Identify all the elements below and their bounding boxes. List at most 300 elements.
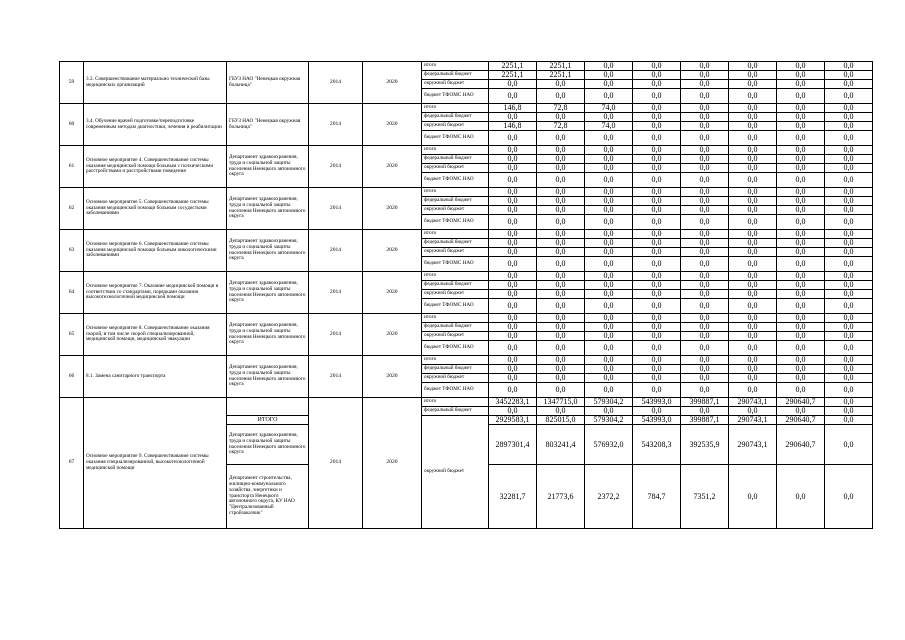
amount-cell: 0,0 xyxy=(777,80,825,89)
funding-source: бюджет ТФОМС НАО xyxy=(422,383,489,398)
amount-cell: 290743,1 xyxy=(729,416,777,425)
row-number: 62 xyxy=(60,188,84,230)
amount-cell: 0,0 xyxy=(681,131,729,146)
amount-cell: 0,0 xyxy=(489,341,537,356)
funding-source: итого xyxy=(422,314,489,323)
executor-name: Департамент здравоохранения, труда и социальной защиты населения Ненецкого автономного округа xyxy=(227,314,309,356)
amount-cell: 0,0 xyxy=(825,131,873,146)
executor-name: Департамент здравоохранения, труда и социальной защиты населения Ненецкого автономного округа xyxy=(227,188,309,230)
amount-cell: 0,0 xyxy=(585,248,633,257)
amount-cell: 74,0 xyxy=(585,122,633,131)
amount-cell: 290640,7 xyxy=(777,416,825,425)
amount-cell: 0,0 xyxy=(489,131,537,146)
funding-source: федеральный бюджет xyxy=(422,113,489,122)
amount-cell: 0,0 xyxy=(729,188,777,197)
amount-cell: 0,0 xyxy=(585,89,633,104)
amount-cell: 72,8 xyxy=(537,122,585,131)
row-number: 66 xyxy=(60,356,84,398)
end-year: 2020 xyxy=(363,356,422,398)
amount-cell: 0,0 xyxy=(825,365,873,374)
amount-cell: 0,0 xyxy=(825,416,873,425)
amount-cell: 784,7 xyxy=(633,465,681,529)
amount-cell: 290640,7 xyxy=(777,425,825,465)
amount-cell: 0,0 xyxy=(825,407,873,416)
amount-cell: 0,0 xyxy=(489,407,537,416)
amount-cell: 0,0 xyxy=(537,290,585,299)
amount-cell: 0,0 xyxy=(729,131,777,146)
end-year: 2020 xyxy=(363,104,422,146)
amount-cell: 576932,0 xyxy=(585,425,633,465)
amount-cell: 0,0 xyxy=(489,257,537,272)
amount-cell: 0,0 xyxy=(729,62,777,71)
amount-cell: 2897301,4 xyxy=(489,425,537,465)
amount-cell: 0,0 xyxy=(681,365,729,374)
amount-cell: 0,0 xyxy=(825,89,873,104)
amount-cell: 0,0 xyxy=(537,374,585,383)
amount-cell: 0,0 xyxy=(537,407,585,416)
amount-cell: 0,0 xyxy=(585,155,633,164)
amount-cell: 0,0 xyxy=(825,341,873,356)
amount-cell: 0,0 xyxy=(825,71,873,80)
amount-cell: 7351,2 xyxy=(681,465,729,529)
amount-cell: 0,0 xyxy=(585,146,633,155)
amount-cell: 0,0 xyxy=(777,62,825,71)
funding-source: бюджет ТФОМС НАО xyxy=(422,299,489,314)
amount-cell: 0,0 xyxy=(777,323,825,332)
amount-cell: 0,0 xyxy=(537,365,585,374)
funding-source: окружной бюджет xyxy=(422,290,489,299)
amount-cell: 0,0 xyxy=(633,374,681,383)
table-row xyxy=(60,104,873,113)
amount-cell: 0,0 xyxy=(537,341,585,356)
executor-name: Департамент здравоохранения, труда и социальной защиты населения Ненецкого автономного округа xyxy=(227,425,309,465)
table-row xyxy=(60,62,873,71)
amount-cell: 0,0 xyxy=(681,215,729,230)
amount-cell: 0,0 xyxy=(681,122,729,131)
amount-cell: 0,0 xyxy=(825,188,873,197)
activity-name: Основное мероприятие 5. Совершенствование системы оказания медицинской помощи больным сосудистыми заболеваниями xyxy=(84,188,227,230)
amount-cell: 0,0 xyxy=(633,197,681,206)
funding-source: федеральный бюджет xyxy=(422,323,489,332)
amount-cell: 0,0 xyxy=(825,173,873,188)
start-year: 2014 xyxy=(309,272,363,314)
amount-cell: 0,0 xyxy=(825,314,873,323)
executor-name: Департамент здравоохранения, труда и социальной защиты населения Ненецкого автономного округа xyxy=(227,356,309,398)
amount-cell: 0,0 xyxy=(633,122,681,131)
amount-cell: 0,0 xyxy=(825,290,873,299)
amount-cell: 0,0 xyxy=(825,155,873,164)
amount-cell: 0,0 xyxy=(729,155,777,164)
amount-cell: 0,0 xyxy=(585,281,633,290)
start-year: 2014 xyxy=(309,398,363,529)
amount-cell: 0,0 xyxy=(537,113,585,122)
amount-cell: 0,0 xyxy=(633,314,681,323)
amount-cell: 0,0 xyxy=(489,281,537,290)
amount-cell: 0,0 xyxy=(633,365,681,374)
amount-cell: 0,0 xyxy=(633,257,681,272)
amount-cell: 0,0 xyxy=(537,257,585,272)
row-number: 61 xyxy=(60,146,84,188)
amount-cell: 0,0 xyxy=(537,248,585,257)
amount-cell: 0,0 xyxy=(825,299,873,314)
amount-cell: 0,0 xyxy=(825,323,873,332)
start-year: 2014 xyxy=(309,62,363,104)
table-row xyxy=(60,230,873,239)
amount-cell: 0,0 xyxy=(729,383,777,398)
amount-cell: 0,0 xyxy=(729,299,777,314)
amount-cell: 0,0 xyxy=(681,155,729,164)
funding-source: окружной бюджет xyxy=(422,206,489,215)
amount-cell: 0,0 xyxy=(633,332,681,341)
amount-cell: 0,0 xyxy=(777,332,825,341)
amount-cell: 0,0 xyxy=(585,164,633,173)
table-row xyxy=(60,356,873,365)
amount-cell: 0,0 xyxy=(585,131,633,146)
table-row xyxy=(60,314,873,323)
funding-source: бюджет ТФОМС НАО xyxy=(422,257,489,272)
amount-cell: 0,0 xyxy=(825,425,873,465)
amount-cell: 0,0 xyxy=(489,239,537,248)
amount-cell: 0,0 xyxy=(489,290,537,299)
funding-source: окружной бюджет xyxy=(422,332,489,341)
amount-cell: 0,0 xyxy=(537,314,585,323)
amount-cell: 0,0 xyxy=(681,206,729,215)
amount-cell: 0,0 xyxy=(681,299,729,314)
amount-cell: 0,0 xyxy=(777,71,825,80)
amount-cell: 0,0 xyxy=(633,323,681,332)
funding-source: федеральный бюджет xyxy=(422,365,489,374)
amount-cell: 0,0 xyxy=(537,272,585,281)
activity-name: 3.3. Совершенствование материально технической базы медицинских организаций xyxy=(84,62,227,104)
amount-cell: 0,0 xyxy=(681,71,729,80)
amount-cell: 0,0 xyxy=(681,314,729,323)
amount-cell: 0,0 xyxy=(585,383,633,398)
start-year: 2014 xyxy=(309,146,363,188)
end-year: 2020 xyxy=(363,146,422,188)
amount-cell: 0,0 xyxy=(729,248,777,257)
start-year: 2014 xyxy=(309,230,363,272)
start-year: 2014 xyxy=(309,188,363,230)
amount-cell: 0,0 xyxy=(585,257,633,272)
amount-cell: 0,0 xyxy=(681,383,729,398)
amount-cell: 0,0 xyxy=(489,356,537,365)
amount-cell: 0,0 xyxy=(585,323,633,332)
funding-source: бюджет ТФОМС НАО xyxy=(422,173,489,188)
amount-cell: 0,0 xyxy=(537,155,585,164)
amount-cell: 0,0 xyxy=(585,206,633,215)
amount-cell: 0,0 xyxy=(681,248,729,257)
amount-cell: 0,0 xyxy=(681,146,729,155)
amount-cell: 543208,3 xyxy=(633,425,681,465)
table-row xyxy=(60,146,873,155)
amount-cell: 0,0 xyxy=(729,104,777,113)
itogo-label: ИТОГО xyxy=(227,416,309,425)
amount-cell: 0,0 xyxy=(633,71,681,80)
amount-cell: 0,0 xyxy=(489,197,537,206)
amount-cell: 0,0 xyxy=(825,465,873,529)
row-number: 67 xyxy=(60,398,84,529)
amount-cell: 290640,7 xyxy=(777,398,825,407)
amount-cell: 146,8 xyxy=(489,122,537,131)
amount-cell: 0,0 xyxy=(777,248,825,257)
amount-cell: 0,0 xyxy=(537,323,585,332)
amount-cell: 0,0 xyxy=(777,374,825,383)
executor-name: Департамент строительства, жилищно-коммунального хозяйства, энергетики и транспорта Ненецкого автономного округа, КУ НАО "Централизованный стройзаказчик" xyxy=(227,465,309,529)
amount-cell: 0,0 xyxy=(729,113,777,122)
amount-cell: 0,0 xyxy=(489,188,537,197)
amount-cell: 0,0 xyxy=(825,398,873,407)
amount-cell: 0,0 xyxy=(489,206,537,215)
funding-source: окружной бюджет xyxy=(422,80,489,89)
amount-cell: 0,0 xyxy=(537,188,585,197)
amount-cell: 0,0 xyxy=(633,188,681,197)
funding-source: итого xyxy=(422,104,489,113)
funding-source: федеральный бюджет xyxy=(422,71,489,80)
amount-cell: 0,0 xyxy=(681,173,729,188)
amount-cell: 0,0 xyxy=(681,239,729,248)
amount-cell: 0,0 xyxy=(681,230,729,239)
funding-source: бюджет ТФОМС НАО xyxy=(422,341,489,356)
amount-cell: 579304,2 xyxy=(585,416,633,425)
amount-cell: 0,0 xyxy=(825,230,873,239)
amount-cell: 0,0 xyxy=(777,230,825,239)
amount-cell: 0,0 xyxy=(729,215,777,230)
amount-cell: 2372,2 xyxy=(585,465,633,529)
amount-cell: 0,0 xyxy=(537,206,585,215)
amount-cell: 0,0 xyxy=(633,290,681,299)
funding-source: федеральный бюджет xyxy=(422,281,489,290)
end-year: 2020 xyxy=(363,62,422,104)
amount-cell: 0,0 xyxy=(777,341,825,356)
amount-cell: 0,0 xyxy=(489,173,537,188)
amount-cell: 0,0 xyxy=(729,272,777,281)
amount-cell: 0,0 xyxy=(825,383,873,398)
amount-cell: 0,0 xyxy=(489,374,537,383)
executor-name: Департамент здравоохранения, труда и социальной защиты населения Ненецкого автономного округа xyxy=(227,146,309,188)
amount-cell: 0,0 xyxy=(729,239,777,248)
row-number: 65 xyxy=(60,314,84,356)
amount-cell: 0,0 xyxy=(825,356,873,365)
amount-cell: 0,0 xyxy=(681,197,729,206)
funding-source: итого xyxy=(422,230,489,239)
amount-cell: 0,0 xyxy=(729,122,777,131)
amount-cell: 0,0 xyxy=(633,356,681,365)
amount-cell: 0,0 xyxy=(777,173,825,188)
end-year: 2020 xyxy=(363,398,422,529)
amount-cell: 32281,7 xyxy=(489,465,537,529)
amount-cell: 579304,2 xyxy=(585,398,633,407)
amount-cell: 0,0 xyxy=(585,341,633,356)
amount-cell: 0,0 xyxy=(633,407,681,416)
amount-cell: 0,0 xyxy=(825,332,873,341)
amount-cell: 0,0 xyxy=(633,131,681,146)
amount-cell: 0,0 xyxy=(585,299,633,314)
amount-cell: 0,0 xyxy=(489,323,537,332)
amount-cell: 0,0 xyxy=(633,272,681,281)
amount-cell: 0,0 xyxy=(585,188,633,197)
amount-cell: 21773,6 xyxy=(537,465,585,529)
amount-cell: 0,0 xyxy=(681,62,729,71)
amount-cell: 0,0 xyxy=(777,155,825,164)
amount-cell: 399887,1 xyxy=(681,416,729,425)
amount-cell: 0,0 xyxy=(537,383,585,398)
row-number: 64 xyxy=(60,272,84,314)
executor-name: Департамент здравоохранения, труда и социальной защиты населения Ненецкого автономного округа xyxy=(227,230,309,272)
amount-cell: 399887,1 xyxy=(681,398,729,407)
amount-cell: 0,0 xyxy=(729,356,777,365)
amount-cell: 0,0 xyxy=(585,332,633,341)
amount-cell: 0,0 xyxy=(633,62,681,71)
amount-cell: 0,0 xyxy=(825,80,873,89)
amount-cell: 0,0 xyxy=(777,188,825,197)
amount-cell: 0,0 xyxy=(729,281,777,290)
amount-cell: 0,0 xyxy=(681,281,729,290)
amount-cell: 0,0 xyxy=(777,122,825,131)
amount-cell: 0,0 xyxy=(489,332,537,341)
amount-cell: 0,0 xyxy=(489,215,537,230)
amount-cell: 543993,0 xyxy=(633,398,681,407)
amount-cell: 290743,1 xyxy=(729,398,777,407)
amount-cell: 0,0 xyxy=(585,215,633,230)
amount-cell: 0,0 xyxy=(777,299,825,314)
amount-cell: 0,0 xyxy=(825,197,873,206)
amount-cell: 0,0 xyxy=(681,80,729,89)
amount-cell: 0,0 xyxy=(825,248,873,257)
amount-cell: 0,0 xyxy=(729,257,777,272)
funding-source: окружной бюджет xyxy=(422,416,489,529)
amount-cell: 0,0 xyxy=(489,248,537,257)
row-number: 59 xyxy=(60,62,84,104)
activity-name: Основное мероприятие 9. Совершенствование системы оказания специализированной, высокотехнологичной медицинской помощи xyxy=(84,398,227,529)
amount-cell: 0,0 xyxy=(681,341,729,356)
amount-cell: 74,0 xyxy=(585,104,633,113)
amount-cell: 0,0 xyxy=(681,164,729,173)
amount-cell: 0,0 xyxy=(537,146,585,155)
activity-name: Основное мероприятие 8. Совершенствование оказания скорой, в том числе скорой специализированной, медицинской помощи, медицинской эвакуации xyxy=(84,314,227,356)
amount-cell: 2251,1 xyxy=(489,62,537,71)
amount-cell: 0,0 xyxy=(681,332,729,341)
amount-cell: 0,0 xyxy=(777,131,825,146)
amount-cell: 0,0 xyxy=(729,314,777,323)
amount-cell: 0,0 xyxy=(777,215,825,230)
amount-cell: 0,0 xyxy=(537,239,585,248)
amount-cell: 0,0 xyxy=(585,71,633,80)
amount-cell: 0,0 xyxy=(489,299,537,314)
activity-name: Основное мероприятие 6. Совершенствование системы оказания медицинской помощи больным онкологическими заболеваниями xyxy=(84,230,227,272)
amount-cell: 0,0 xyxy=(681,89,729,104)
activity-name: 3.4. Обучение врачей подготовке/переподготовке современным методам диагностики, лечения и реабилитации xyxy=(84,104,227,146)
amount-cell: 0,0 xyxy=(537,197,585,206)
amount-cell: 0,0 xyxy=(537,131,585,146)
amount-cell: 0,0 xyxy=(681,104,729,113)
amount-cell: 0,0 xyxy=(825,113,873,122)
start-year: 2014 xyxy=(309,104,363,146)
amount-cell: 0,0 xyxy=(489,155,537,164)
amount-cell: 0,0 xyxy=(489,113,537,122)
start-year: 2014 xyxy=(309,356,363,398)
amount-cell: 0,0 xyxy=(633,173,681,188)
funding-source: бюджет ТФОМС НАО xyxy=(422,215,489,230)
amount-cell: 392535,9 xyxy=(681,425,729,465)
amount-cell: 0,0 xyxy=(777,164,825,173)
amount-cell: 0,0 xyxy=(729,230,777,239)
amount-cell: 0,0 xyxy=(825,62,873,71)
amount-cell: 0,0 xyxy=(825,239,873,248)
table-row xyxy=(60,188,873,197)
end-year: 2020 xyxy=(363,188,422,230)
funding-source: итого xyxy=(422,272,489,281)
amount-cell: 0,0 xyxy=(825,164,873,173)
amount-cell: 0,0 xyxy=(777,314,825,323)
amount-cell: 803241,4 xyxy=(537,425,585,465)
amount-cell: 0,0 xyxy=(777,113,825,122)
amount-cell: 0,0 xyxy=(825,206,873,215)
amount-cell: 0,0 xyxy=(537,173,585,188)
amount-cell: 0,0 xyxy=(825,215,873,230)
amount-cell: 825015,0 xyxy=(537,416,585,425)
amount-cell: 0,0 xyxy=(585,80,633,89)
amount-cell: 0,0 xyxy=(777,272,825,281)
amount-cell: 0,0 xyxy=(729,206,777,215)
amount-cell: 0,0 xyxy=(777,206,825,215)
amount-cell: 0,0 xyxy=(489,89,537,104)
amount-cell: 0,0 xyxy=(537,89,585,104)
amount-cell: 0,0 xyxy=(825,281,873,290)
amount-cell: 0,0 xyxy=(777,365,825,374)
row-number: 63 xyxy=(60,230,84,272)
amount-cell: 0,0 xyxy=(777,257,825,272)
amount-cell: 0,0 xyxy=(537,164,585,173)
amount-cell: 0,0 xyxy=(633,230,681,239)
amount-cell: 3452283,1 xyxy=(489,398,537,407)
amount-cell: 0,0 xyxy=(825,104,873,113)
amount-cell: 0,0 xyxy=(633,299,681,314)
amount-cell: 0,0 xyxy=(825,257,873,272)
amount-cell: 0,0 xyxy=(777,239,825,248)
amount-cell: 0,0 xyxy=(729,323,777,332)
amount-cell: 0,0 xyxy=(681,257,729,272)
amount-cell: 0,0 xyxy=(777,281,825,290)
amount-cell: 0,0 xyxy=(729,71,777,80)
amount-cell: 0,0 xyxy=(681,188,729,197)
amount-cell: 0,0 xyxy=(489,146,537,155)
amount-cell: 0,0 xyxy=(585,62,633,71)
amount-cell: 0,0 xyxy=(633,113,681,122)
row-number: 60 xyxy=(60,104,84,146)
amount-cell: 0,0 xyxy=(585,230,633,239)
amount-cell: 543993,0 xyxy=(633,416,681,425)
amount-cell: 0,0 xyxy=(489,365,537,374)
amount-cell: 0,0 xyxy=(681,407,729,416)
amount-cell: 0,0 xyxy=(633,89,681,104)
amount-cell: 0,0 xyxy=(585,356,633,365)
funding-source: бюджет ТФОМС НАО xyxy=(422,89,489,104)
program-funding-table xyxy=(59,61,873,529)
amount-cell: 0,0 xyxy=(681,272,729,281)
amount-cell: 0,0 xyxy=(777,146,825,155)
amount-cell: 0,0 xyxy=(585,272,633,281)
amount-cell: 0,0 xyxy=(777,197,825,206)
amount-cell: 0,0 xyxy=(489,80,537,89)
amount-cell: 0,0 xyxy=(633,104,681,113)
amount-cell: 0,0 xyxy=(585,407,633,416)
amount-cell: 0,0 xyxy=(681,374,729,383)
amount-cell: 0,0 xyxy=(729,89,777,104)
amount-cell: 0,0 xyxy=(633,341,681,356)
amount-cell: 0,0 xyxy=(633,206,681,215)
amount-cell: 0,0 xyxy=(537,332,585,341)
amount-cell: 0,0 xyxy=(633,383,681,398)
